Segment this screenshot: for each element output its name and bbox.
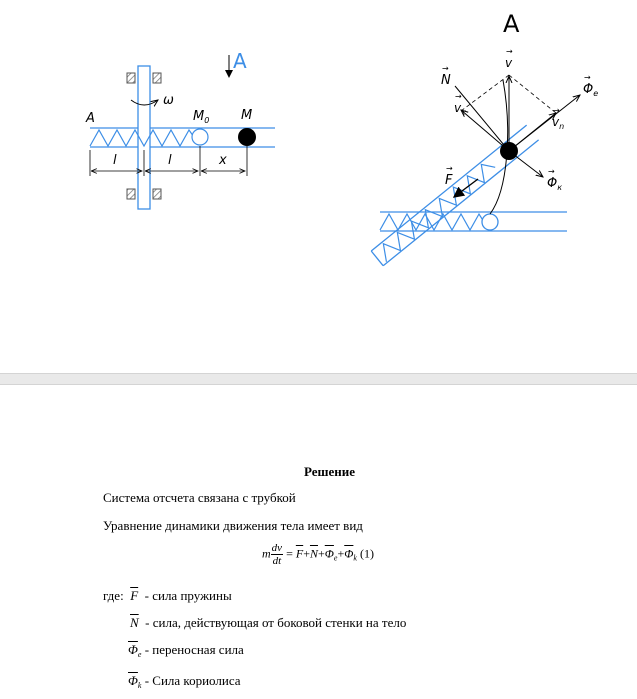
label-Phi-e-sym: → Φ <box>583 82 593 97</box>
fig2-label-N <box>441 73 451 88</box>
fig2-label-Phi-k <box>547 176 562 192</box>
def-F-text: - сила пружины <box>144 588 232 603</box>
eq-den: dt <box>272 555 282 567</box>
solution-heading: Решение <box>304 464 356 479</box>
fig2-label-Phi-e <box>583 82 598 98</box>
def-Phi-k <box>128 673 241 690</box>
label-Phi-k-sub: к <box>557 183 563 192</box>
def-Phi-e-sub: e <box>137 650 142 659</box>
def-N-sym: $\overline{N}$ <box>130 615 139 630</box>
label-vtau-sym: → v <box>454 101 461 115</box>
where-prefix: где: <box>103 588 124 603</box>
eq-num: dv <box>271 542 283 554</box>
label-A: A <box>86 111 95 126</box>
fig2-title-A: A <box>503 10 520 38</box>
fig2-label-vn <box>552 115 564 131</box>
label-F-sym: → F <box>445 173 452 188</box>
eq-Phi-e-sub: e <box>333 553 338 563</box>
dim-l2: l <box>168 153 172 168</box>
def-Phi-e-text: - переносная сила <box>144 642 244 657</box>
page-break <box>0 373 637 385</box>
body-M-rotated <box>500 142 518 160</box>
eq-F: $\overline{F}$ <box>295 546 304 561</box>
def-Phi-e <box>128 642 244 659</box>
fig2-label-v <box>505 56 512 70</box>
equation-1 <box>262 542 374 567</box>
label-M0 <box>193 109 209 125</box>
def-Phi-k-text: - Сила кориолиса <box>144 673 241 688</box>
eq-number: (1) <box>359 546 374 561</box>
label-N-sym: → N <box>441 73 451 88</box>
def-Phi-k-sub: k <box>137 681 142 690</box>
def-N-text: - сила, действующая от боковой стенки на тело <box>145 615 407 630</box>
def-Phi-k-sym: $\overline{\Phi}$ <box>128 673 138 688</box>
eq-Phi-e: $\overline{\Phi}$ <box>324 546 334 561</box>
eq-plus-1: + <box>303 546 310 561</box>
solution-line-2: Уравнение динамики движения тела имеет вид <box>103 518 363 533</box>
eq-Phi-k-sub: k <box>353 553 357 563</box>
eq-equals: = <box>286 546 293 561</box>
def-Phi-e-sym: $\overline{\Phi}$ <box>128 642 138 657</box>
eq-plus-3: + <box>337 546 345 561</box>
fig2-label-vtau <box>454 101 466 117</box>
label-Phi-e-sub: e <box>593 89 599 98</box>
dim-l1: l <box>113 153 117 168</box>
label-Phi-k-sym: → Φ <box>547 176 557 191</box>
label-vn-sym: → v <box>552 115 559 129</box>
def-F-sym: $\overline{F}$ <box>130 588 139 603</box>
def-N <box>130 615 406 631</box>
label-M0-main: M <box>193 109 205 124</box>
label-omega: ω <box>163 93 174 108</box>
def-F <box>103 588 232 604</box>
fig2-label-F <box>445 173 452 188</box>
label-M0-sub: 0 <box>204 116 210 125</box>
solution-line-1: Система отсчета связана с трубкой <box>103 490 296 505</box>
label-v-sym: → v <box>505 56 512 70</box>
view-label-A: A <box>233 49 247 73</box>
label-vn-sub: n <box>559 122 565 131</box>
eq-fraction <box>271 542 283 567</box>
label-M: M <box>241 108 253 123</box>
eq-Phi-k: $\overline{\Phi}$ <box>344 546 354 561</box>
eq-m: m <box>262 546 271 561</box>
dim-x: x <box>219 153 227 168</box>
label-vtau-sub: τ <box>461 108 466 117</box>
eq-plus-2: + <box>317 546 325 561</box>
eq-N: $\overline{N}$ <box>309 546 318 561</box>
